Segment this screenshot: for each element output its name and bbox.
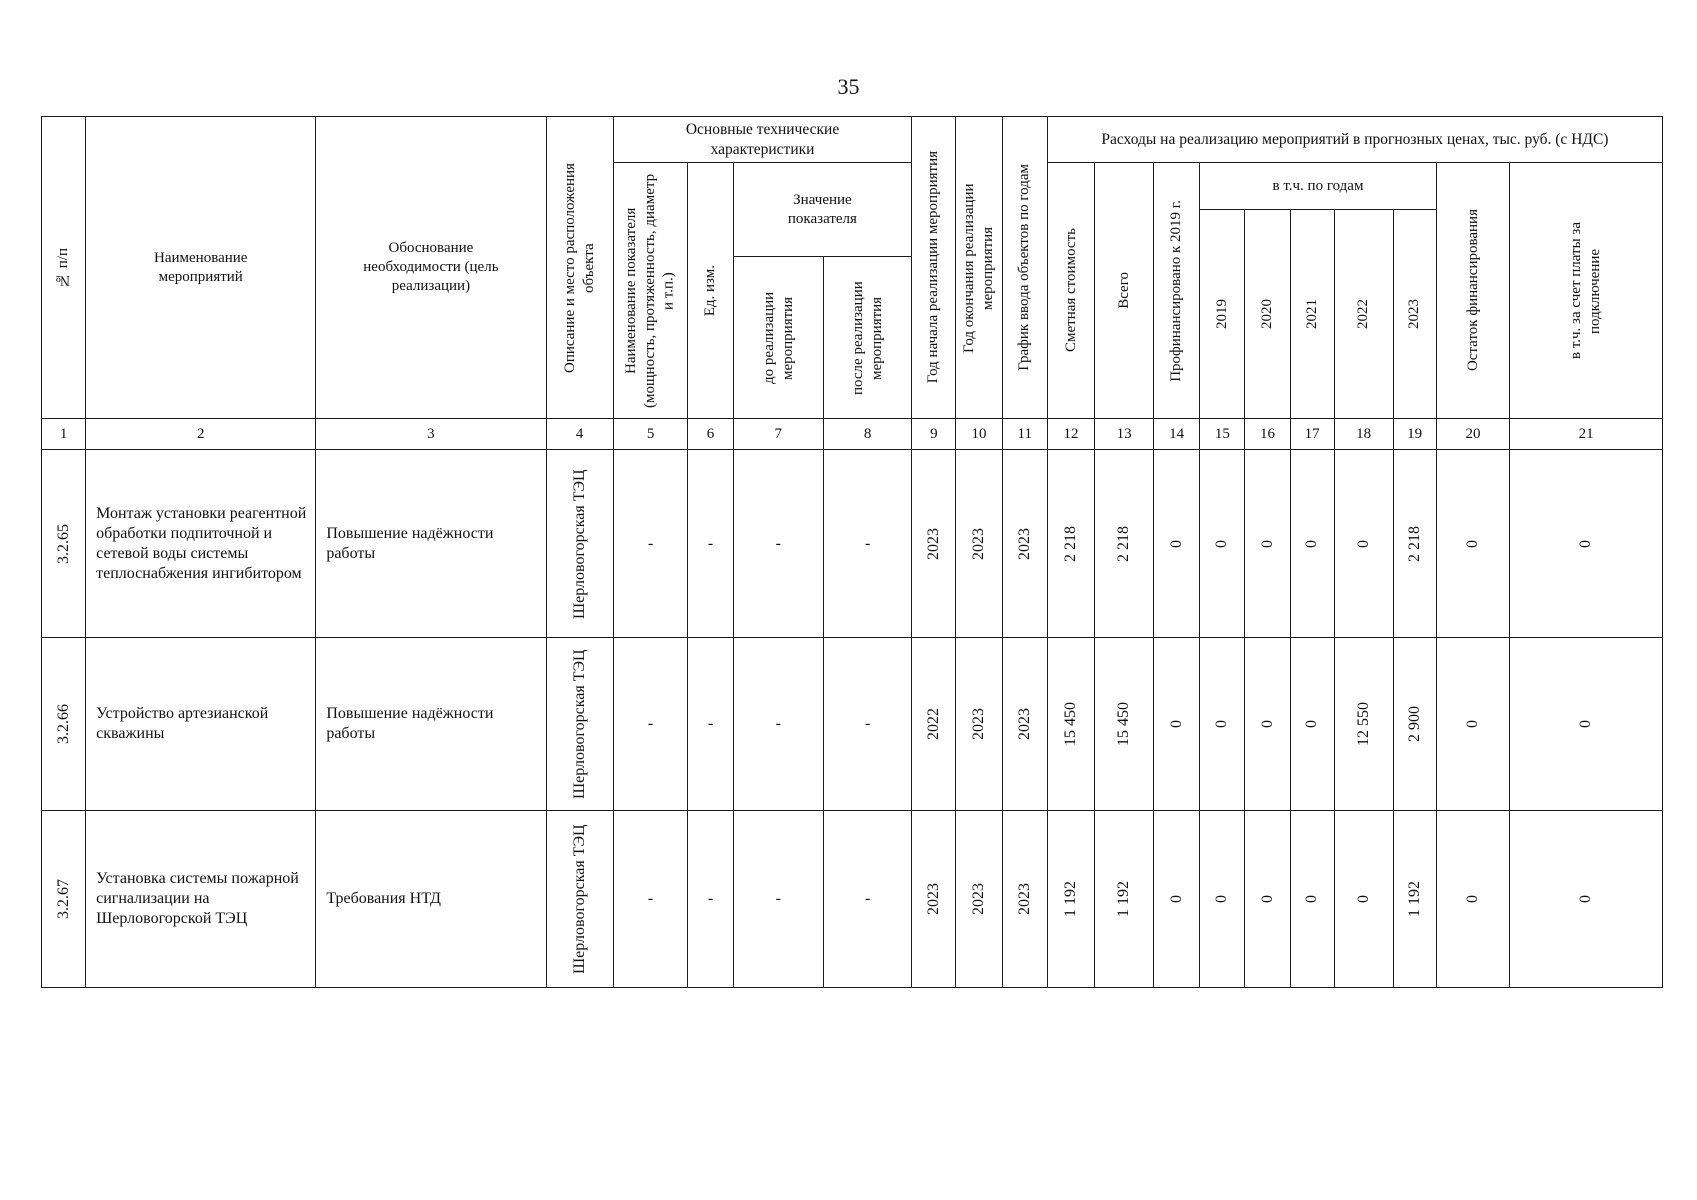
header-name: Наименование мероприятий <box>86 117 316 419</box>
row-location: Шерловогорская ТЭЦ <box>546 811 613 988</box>
row-number: 3.2.65 <box>42 450 86 638</box>
row-2021: 0 <box>1290 638 1334 811</box>
column-number: 13 <box>1095 419 1154 450</box>
row-2022: 0 <box>1334 811 1393 988</box>
row-financed: 0 <box>1154 638 1200 811</box>
table-row <box>42 638 1663 811</box>
row-location: Шерловогорская ТЭЦ <box>546 638 613 811</box>
row-number: 3.2.67 <box>42 811 86 988</box>
header-year-2022: 2022 <box>1334 210 1393 419</box>
row-2021: 0 <box>1290 811 1334 988</box>
column-number: 2 <box>86 419 316 450</box>
row-estimate: 2 218 <box>1047 450 1094 638</box>
header-start-year: Год начала реализации мероприятия <box>912 117 956 419</box>
row-total: 1 192 <box>1095 811 1154 988</box>
header-year-2019: 2019 <box>1200 210 1245 419</box>
header-value-before: до реализации мероприятия <box>733 257 823 419</box>
row-connection: 0 <box>1510 811 1663 988</box>
row-2023: 2 900 <box>1393 638 1436 811</box>
header-reason: Обоснование необходимости (цель реализации) <box>316 117 546 419</box>
row-end: 2023 <box>956 638 1002 811</box>
page-number: 35 <box>837 74 860 99</box>
row-schedule: 2023 <box>1002 811 1047 988</box>
row-estimate: 1 192 <box>1047 811 1094 988</box>
column-number: 6 <box>688 419 733 450</box>
row-start: 2023 <box>912 450 956 638</box>
header-indicator: Наименование показателя (мощность, протяженность, диаметр и т.п.) <box>613 163 688 419</box>
header-end-year: Год окончания реализации мероприятия <box>956 117 1002 419</box>
row-2021: 0 <box>1290 450 1334 638</box>
investment-program-table <box>41 116 1663 988</box>
header-connection-fee: в т.ч. за счет платы за подключение <box>1510 163 1663 419</box>
header-financed: Профинансировано к 2019 г. <box>1154 163 1200 419</box>
column-number: 3 <box>316 419 546 450</box>
header-location: Описание и место расположения объекта <box>546 117 613 419</box>
row-schedule: 2023 <box>1002 638 1047 811</box>
header-total: Всего <box>1095 163 1154 419</box>
column-number: 11 <box>1002 419 1047 450</box>
column-number: 8 <box>823 419 911 450</box>
row-2020: 0 <box>1245 450 1290 638</box>
row-before: - <box>733 450 823 638</box>
row-2019: 0 <box>1200 811 1245 988</box>
row-indicator: - <box>613 638 688 811</box>
row-estimate: 15 450 <box>1047 638 1094 811</box>
row-2022: 0 <box>1334 450 1393 638</box>
row-end: 2023 <box>956 811 1002 988</box>
row-name: Монтаж установки реагентной обработки подпиточной и сетевой воды системы теплоснабжения ингибитором <box>86 450 316 638</box>
row-number: 3.2.66 <box>42 638 86 811</box>
column-number: 7 <box>733 419 823 450</box>
column-numbers-row <box>42 419 1663 450</box>
header-costs-group: Расходы на реализацию мероприятий в прогнозных ценах, тыс. руб. (с НДС) <box>1047 117 1662 163</box>
row-name: Установка системы пожарной сигнализации на Шерловогорской ТЭЦ <box>86 811 316 988</box>
row-unit: - <box>688 638 733 811</box>
row-total: 2 218 <box>1095 450 1154 638</box>
row-2020: 0 <box>1245 638 1290 811</box>
header-year-2021: 2021 <box>1290 210 1334 419</box>
row-start: 2023 <box>912 811 956 988</box>
row-2023: 2 218 <box>1393 450 1436 638</box>
row-2023: 1 192 <box>1393 811 1436 988</box>
column-number: 10 <box>956 419 1002 450</box>
row-remainder: 0 <box>1436 638 1510 811</box>
row-2019: 0 <box>1200 638 1245 811</box>
column-number: 17 <box>1290 419 1334 450</box>
column-number: 14 <box>1154 419 1200 450</box>
row-after: - <box>823 811 911 988</box>
table-row <box>42 450 1663 638</box>
row-indicator: - <box>613 811 688 988</box>
column-number: 1 <box>42 419 86 450</box>
row-reason: Требования НТД <box>316 811 546 988</box>
row-start: 2022 <box>912 638 956 811</box>
column-number: 21 <box>1510 419 1663 450</box>
header-number: № п/п <box>42 117 86 419</box>
row-after: - <box>823 638 911 811</box>
row-schedule: 2023 <box>1002 450 1047 638</box>
header-remainder: Остаток финансирования <box>1436 163 1510 419</box>
column-number: 19 <box>1393 419 1436 450</box>
header-year-2020: 2020 <box>1245 210 1290 419</box>
row-name: Устройство артезианской скважины <box>86 638 316 811</box>
column-number: 12 <box>1047 419 1094 450</box>
row-financed: 0 <box>1154 811 1200 988</box>
row-after: - <box>823 450 911 638</box>
row-unit: - <box>688 811 733 988</box>
row-location: Шерловогорская ТЭЦ <box>546 450 613 638</box>
header-estimate: Сметная стоимость <box>1047 163 1094 419</box>
column-number: 9 <box>912 419 956 450</box>
table-row <box>42 811 1663 988</box>
header-value-group: Значение показателя <box>733 163 912 257</box>
row-total: 15 450 <box>1095 638 1154 811</box>
row-connection: 0 <box>1510 638 1663 811</box>
row-end: 2023 <box>956 450 1002 638</box>
row-2020: 0 <box>1245 811 1290 988</box>
row-2019: 0 <box>1200 450 1245 638</box>
row-reason: Повышение надёжности работы <box>316 638 546 811</box>
header-unit: Ед. изм. <box>688 163 733 419</box>
column-number: 5 <box>613 419 688 450</box>
row-financed: 0 <box>1154 450 1200 638</box>
row-remainder: 0 <box>1436 811 1510 988</box>
row-before: - <box>733 638 823 811</box>
column-number: 4 <box>546 419 613 450</box>
header-tech-group: Основные технические характеристики <box>613 117 912 163</box>
header-schedule: График ввода объектов по годам <box>1002 117 1047 419</box>
row-unit: - <box>688 450 733 638</box>
row-connection: 0 <box>1510 450 1663 638</box>
row-reason: Повышение надёжности работы <box>316 450 546 638</box>
column-number: 18 <box>1334 419 1393 450</box>
header-year-2023: 2023 <box>1393 210 1436 419</box>
column-number: 20 <box>1436 419 1510 450</box>
column-number: 16 <box>1245 419 1290 450</box>
row-before: - <box>733 811 823 988</box>
row-remainder: 0 <box>1436 450 1510 638</box>
header-value-after: после реализации мероприятия <box>823 257 911 419</box>
row-2022: 12 550 <box>1334 638 1393 811</box>
row-indicator: - <box>613 450 688 638</box>
header-years-group: в т.ч. по годам <box>1200 163 1436 210</box>
column-number: 15 <box>1200 419 1245 450</box>
